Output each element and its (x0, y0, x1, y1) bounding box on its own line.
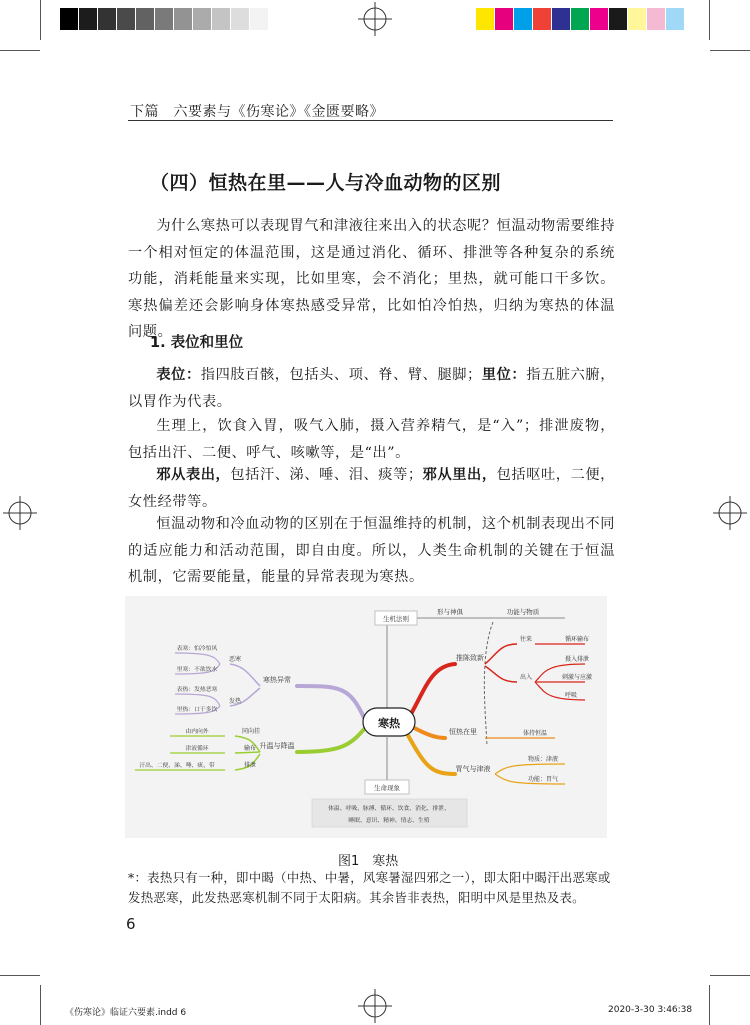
color-swatch (571, 8, 590, 30)
color-swatch (155, 8, 174, 30)
node-constant-heat: 恒热在里 (449, 728, 477, 736)
paragraph-physiology: 生理上，饮食入胃，吸气入肺，摄入营养精气，是“入”；排泄废物，包括出汗、二便、呼气、咳嗽等，是“出”。 (128, 418, 615, 461)
node-renew: 推陈致新 (456, 654, 484, 662)
top-shape-label: 形与神俱 (437, 608, 463, 616)
color-swatch (79, 8, 98, 30)
leaf-keep-temp: 体持恒温 (522, 730, 548, 737)
branch-line (485, 644, 517, 664)
crop-mark (40, 0, 41, 40)
text: 指五脏六腑，以胃作为代表。 (128, 367, 615, 410)
term-exit-interior: 邪从里出， (422, 467, 497, 483)
branch-line (230, 664, 260, 686)
color-swatch (628, 8, 647, 30)
node-temperature: 升温与降温 (259, 742, 295, 750)
color-swatch (136, 8, 155, 30)
text: 指四肢百骸，包括头、项、脊、臂、腿脚； (200, 367, 482, 383)
branch-line (175, 653, 220, 664)
branch-line (297, 728, 365, 752)
term-exit-surface: 邪从表出， (156, 467, 231, 483)
color-swatch (250, 8, 269, 30)
leaf-interior-cold: 里寒：不欲饮水 (176, 667, 218, 673)
leaf-interior-heat: 里热：口干多饮 (176, 707, 218, 713)
node-abnormal: 寒热异常 (263, 676, 291, 684)
leaf-intake: 摄入排泄 (564, 656, 590, 663)
crop-mark (710, 975, 750, 976)
color-swatch (533, 8, 552, 30)
color-swatch (495, 8, 514, 30)
registration-mark (3, 496, 37, 530)
process-color-bar (476, 8, 685, 30)
node-fever: 发热 (228, 698, 242, 705)
section-title: （四）恒热在里——人与冷血动物的区别 (150, 172, 502, 194)
color-swatch (552, 8, 571, 30)
running-head: 下篇 六要素与《伤寒论》《金匮要略》 (130, 104, 384, 120)
top-func-label: 功能与物质 (506, 608, 540, 616)
paragraph-pathogen-exit (128, 462, 615, 515)
color-swatch (609, 8, 628, 30)
crop-mark (710, 50, 750, 51)
grayscale-color-bar (60, 8, 269, 30)
slug-timestamp: 2020-3-30 3:46:38 (608, 1005, 693, 1015)
node-distribute: 输布 (243, 745, 257, 752)
top-box-label: 生机法则 (383, 615, 409, 623)
node-aversion-cold: 恶寒 (228, 656, 242, 663)
color-swatch (666, 8, 685, 30)
crop-mark (709, 985, 710, 1025)
leaf-sweat: 汗出、二便、涕、唾、痰、带 (139, 763, 215, 769)
color-swatch (231, 8, 250, 30)
registration-mark (358, 989, 392, 1023)
footnote: *：表热只有一种，即中暍（中热、中暑，风寒暑湿四邪之一），即太阳中暍汗出恶寒或发热恶寒，此发热恶寒机制不同于太阳病。其余皆非表热，阳明中风是里热及表。 (128, 870, 611, 905)
color-swatch (647, 8, 666, 30)
color-swatch (476, 8, 495, 30)
center-label: 寒热 (378, 717, 400, 730)
leaf-material: 物质：津液 (527, 756, 559, 763)
crop-mark (0, 975, 40, 976)
color-swatch (174, 8, 193, 30)
leaf-fluid-cycle: 津液循环 (185, 746, 209, 752)
bottom-line-2: 睡眠、意识、精神、情志、生殖 (348, 818, 430, 824)
leaf-function: 功能：胃气 (527, 776, 559, 783)
intro-paragraph: 为什么寒热可以表现胃气和津液往来出入的状态呢？恒温动物需要维持一个相对恒定的体温范围，这是通过消化、循环、排泄等各种复杂的系统功能，消耗能量来实现，比如里寒，会不消化；里热，就可能口干多饮。寒热偏差还会影响身体寒热感受异常，比如怕冷怕热，归纳为寒热的体温问题。 (128, 218, 615, 340)
registration-mark (358, 2, 392, 36)
term-interior-position: 里位： (481, 367, 527, 383)
leaf-breath: 呼吸 (564, 692, 578, 699)
node-stomach-fluid: 胃气与津液 (455, 765, 491, 773)
registration-mark (713, 496, 747, 530)
paragraph-mechanism: 恒温动物和冷血动物的区别在于恒温维持的机制，这个机制表现出不同的适应能力和活动范围，即自由度。所以，人类生命机制的关键在于恒温机制，它需要能量，能量的异常表现为寒热。 (128, 516, 615, 585)
figure-caption: 图1 寒热 (338, 854, 399, 869)
leaf-inner-outer: 由内向外 (185, 729, 209, 735)
color-swatch (98, 8, 117, 30)
text: 包括呕吐，二便，女性经带等。 (128, 467, 615, 510)
mind-map-figure (125, 596, 607, 838)
bottom-line-1: 体温、呼吸、脉搏、循环、饮食、消化、排泄、 (328, 806, 450, 812)
leaf-cycle: 循环输布 (564, 636, 590, 643)
header-rule (128, 120, 613, 121)
branch-line (495, 764, 565, 774)
color-swatch (514, 8, 533, 30)
dashed-arrow (484, 622, 493, 746)
color-swatch (193, 8, 212, 30)
branch-line (407, 664, 455, 721)
branch-line (297, 686, 365, 720)
leaf-surface-heat: 表热：发热恶寒 (176, 687, 218, 693)
color-swatch (60, 8, 79, 30)
leaf-adapt: 刺激与应激 (561, 674, 593, 681)
branch-line (235, 752, 260, 753)
node-excrete: 排泄 (243, 762, 257, 769)
page-number: 6 (126, 915, 136, 933)
color-swatch (117, 8, 136, 30)
branch-line (175, 694, 220, 706)
mind-map-svg (125, 596, 607, 838)
bottom-box-label: 生命现象 (374, 784, 400, 792)
paragraph-positions (128, 362, 615, 415)
branch-line (535, 682, 585, 700)
text: 包括汗、涕、唾、泪、痰等； (230, 467, 423, 483)
crop-mark (40, 985, 41, 1025)
term-surface-position: 表位： (156, 367, 201, 383)
color-swatch (590, 8, 609, 30)
node-inout: 出入 (519, 674, 533, 681)
color-swatch (212, 8, 231, 30)
slug-file-name: 《伤寒论》临证六要素.indd 6 (65, 1008, 187, 1018)
crop-mark (0, 50, 40, 51)
branch-line (485, 666, 517, 682)
subheading: 1. 表位和里位 (150, 335, 244, 351)
crop-mark (709, 0, 710, 40)
node-same-direction: 同向挂 (241, 728, 261, 735)
node-comego: 往来 (519, 636, 533, 643)
leaf-surface-cold: 表寒：怕冷怕风 (176, 646, 218, 652)
